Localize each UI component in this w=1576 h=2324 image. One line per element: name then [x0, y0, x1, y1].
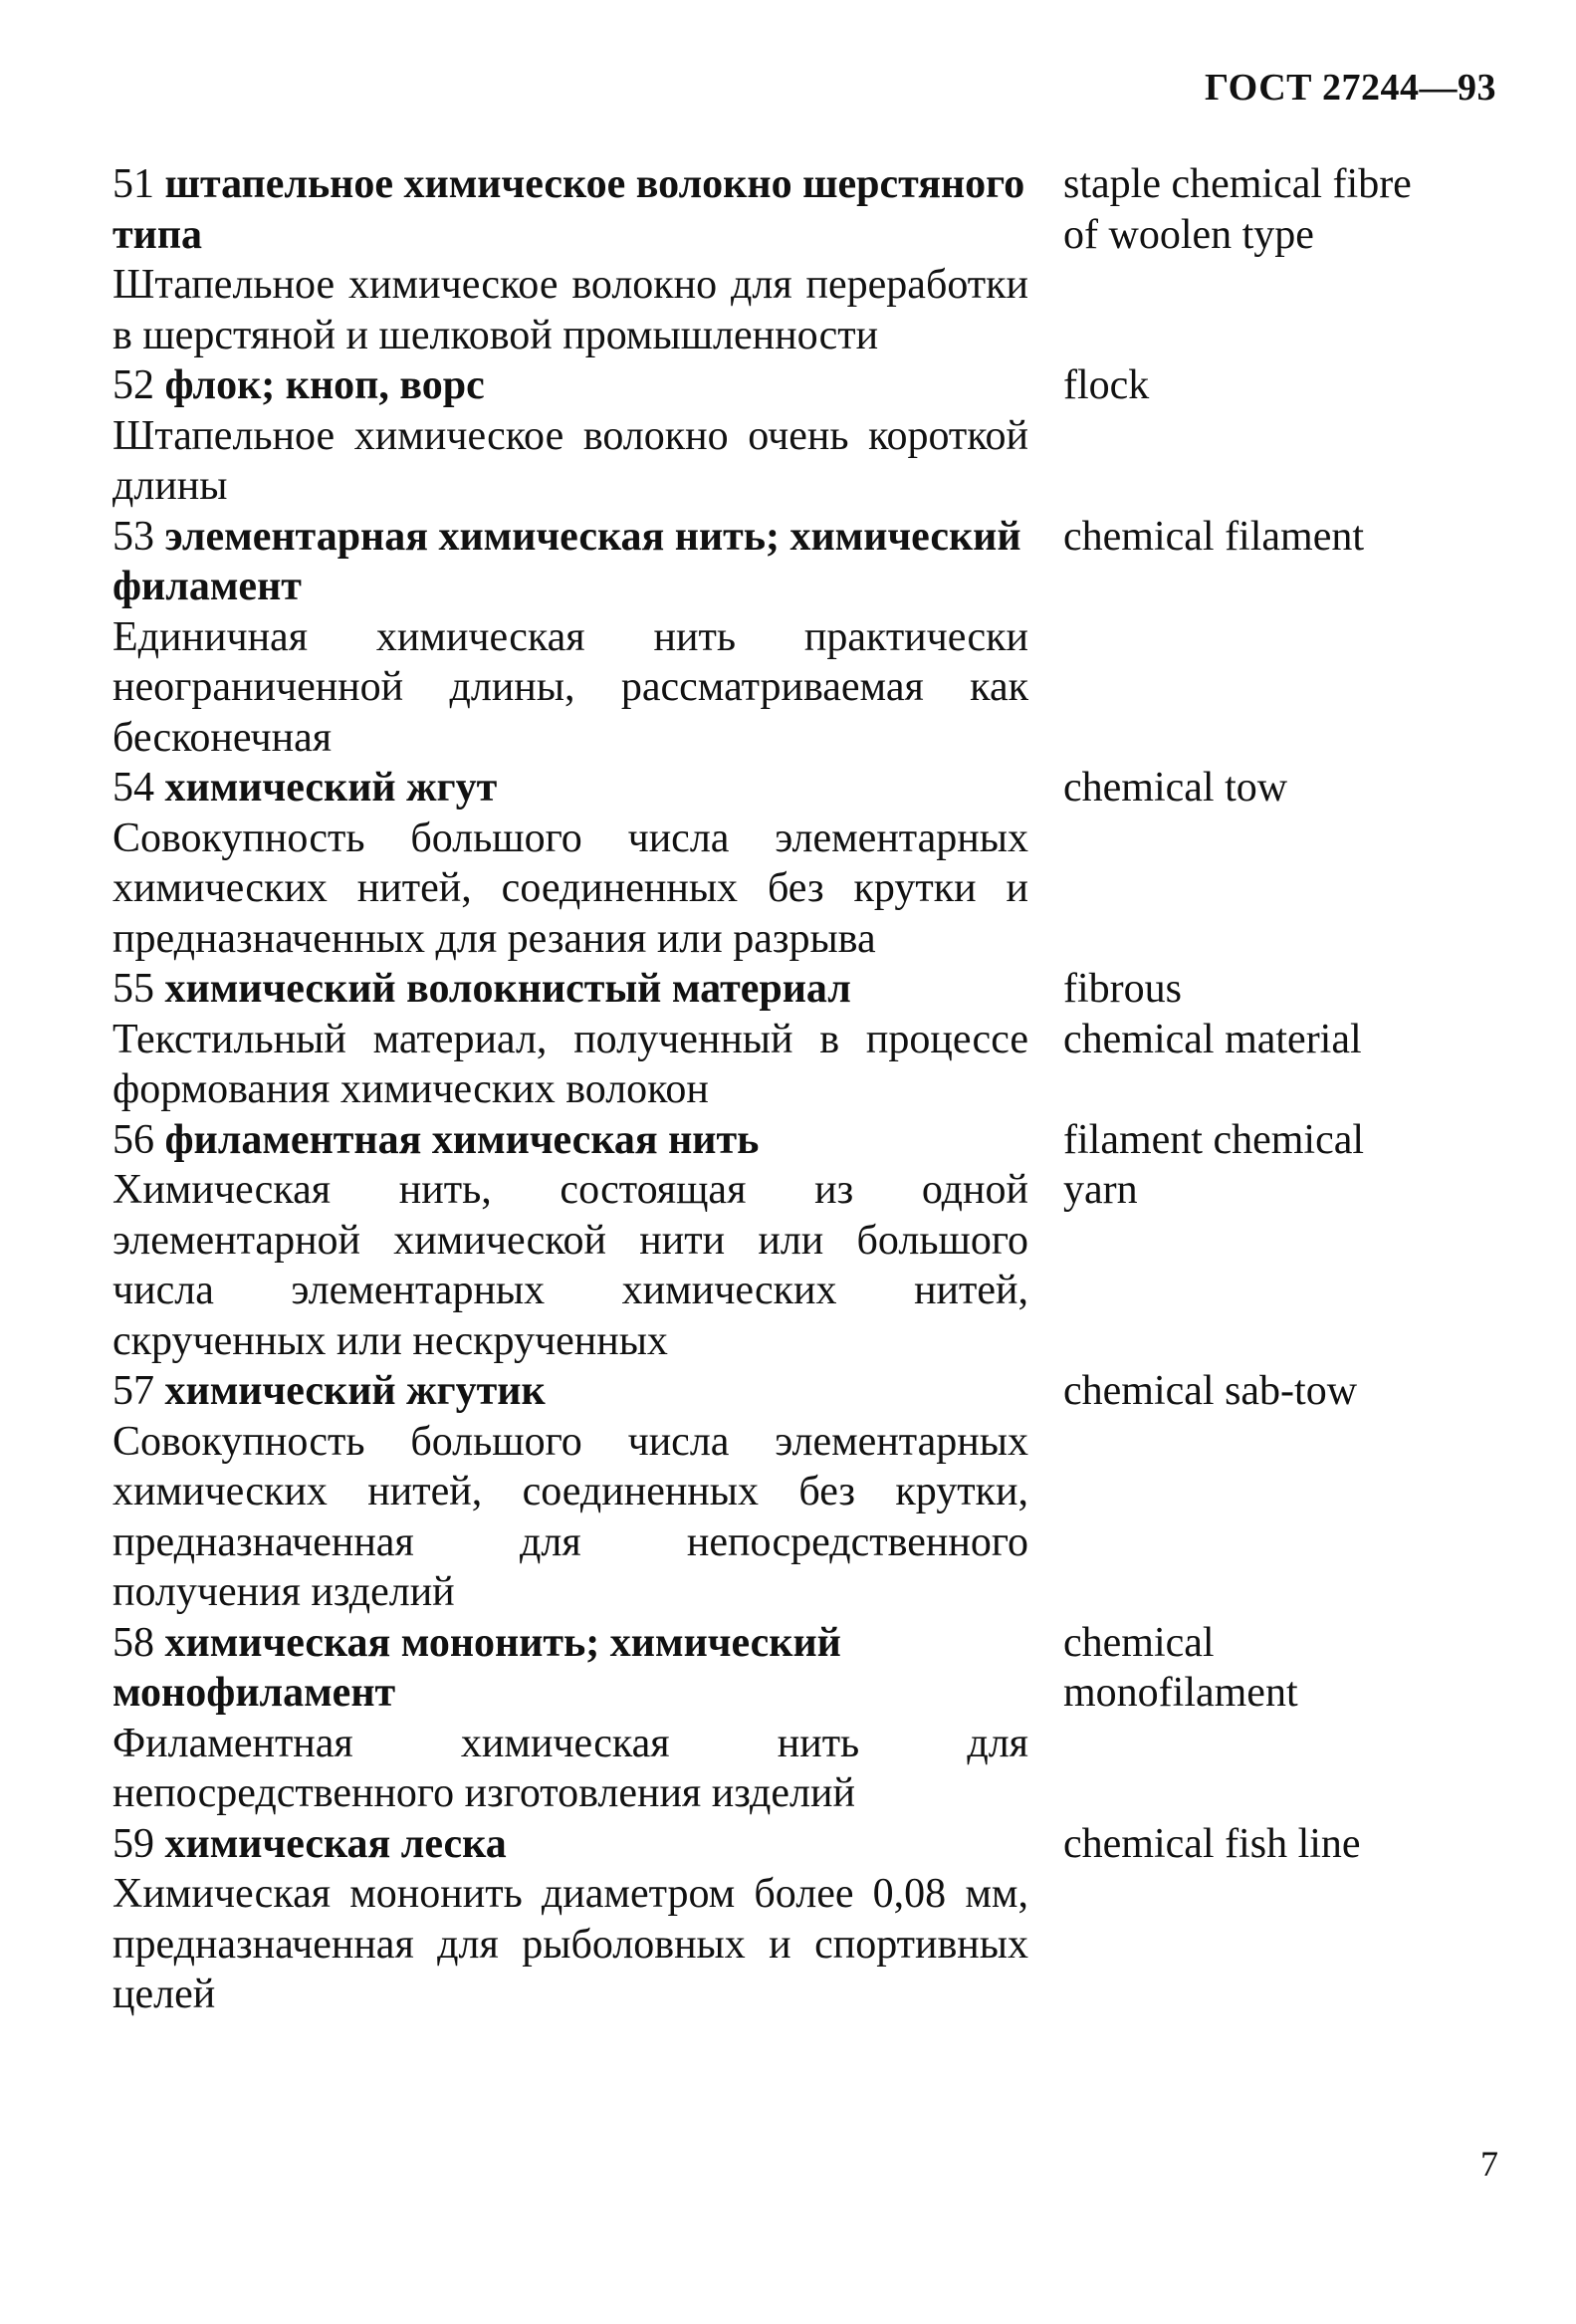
term-entry — [0, 512, 1576, 764]
term-definition: Химическая мононить диаметром более 0,08 мм, предназначенная для рыболовных и спортивных целей — [113, 1871, 1028, 2017]
term-entry — [0, 1819, 1576, 2020]
term-entry — [0, 159, 1576, 360]
term-entry — [0, 1115, 1576, 1367]
term-english: chemical monofilament — [1063, 1619, 1298, 1716]
term-english: chemical sab-tow — [1063, 1368, 1358, 1414]
term-number: 59 — [113, 1820, 154, 1867]
term-definition: Химическая нить, состоящая из одной элементарной химической нити или большого числа элементарных химических нитей, скрученных или нескрученных — [113, 1167, 1028, 1364]
term-english: chemical tow — [1063, 765, 1288, 811]
term-english: staple chemical fibre of woolen type — [1063, 161, 1412, 258]
term-entry — [0, 1618, 1576, 1819]
term-number: 54 — [113, 765, 154, 811]
term-number: 51 — [113, 161, 154, 207]
term-name: элементарная химическая нить; химический филамент — [113, 513, 1021, 609]
term-entry — [0, 763, 1576, 964]
term-title — [113, 512, 1028, 612]
term-name: химический волокнистый материал — [164, 966, 851, 1012]
term-definition: Филаментная химическая нить для непосредственного изготовления изделий — [113, 1720, 1028, 1816]
term-title — [113, 1115, 1028, 1166]
term-definition: Единичная химическая нить практически неограниченной длины, рассматриваемая как бесконечная — [113, 613, 1028, 761]
term-name: химический жгутик — [164, 1368, 546, 1414]
term-title — [113, 964, 1028, 1015]
term-english: filament chemical yarn — [1063, 1116, 1365, 1213]
term-title — [113, 1366, 1028, 1417]
term-definition: Текстильный материал, полученный в процессе формования химических волокон — [113, 1016, 1028, 1112]
term-entry — [0, 360, 1576, 512]
term-name: филаментная химическая нить — [164, 1116, 760, 1163]
term-name: флок; кноп, ворс — [164, 362, 485, 408]
terms-list — [0, 159, 1576, 2020]
term-number: 53 — [113, 513, 154, 560]
term-definition: Совокупность большого числа элементарных химических нитей, соединенных без крутки, предназначенная для непосредственного получения изделий — [113, 1418, 1028, 1615]
term-name: химическая леска — [164, 1820, 507, 1867]
term-name: химический жгут — [164, 765, 498, 811]
term-english: fibrous chemical material — [1063, 966, 1362, 1062]
term-definition: Штапельное химическое волокно очень короткой длины — [113, 412, 1028, 509]
term-english: flock — [1063, 362, 1150, 408]
term-title — [113, 1819, 1028, 1870]
term-entry — [0, 964, 1576, 1115]
term-title — [113, 159, 1028, 260]
term-english: chemical filament — [1063, 513, 1365, 560]
term-number: 55 — [113, 966, 154, 1012]
term-number: 56 — [113, 1116, 154, 1163]
term-title — [113, 360, 1028, 411]
term-title — [113, 1618, 1028, 1719]
term-entry — [0, 1366, 1576, 1618]
document-header: ГОСТ 27244—93 — [1204, 67, 1496, 109]
term-name: штапельное химическое волокно шерстяного типа — [113, 161, 1025, 258]
term-definition: Штапельное химическое волокно для переработки в шерстяной и шелковой промышленности — [113, 262, 1028, 358]
term-english: chemical fish line — [1063, 1820, 1361, 1867]
term-definition: Совокупность большого числа элементарных химических нитей, соединенных без крутки и предназначенных для резания или разрыва — [113, 814, 1028, 962]
term-name: химическая мононить; химический монофиламент — [113, 1619, 841, 1716]
page-number: 7 — [1480, 2144, 1498, 2184]
term-number: 52 — [113, 362, 154, 408]
term-title — [113, 763, 1028, 813]
term-number: 57 — [113, 1368, 154, 1414]
term-number: 58 — [113, 1619, 154, 1666]
